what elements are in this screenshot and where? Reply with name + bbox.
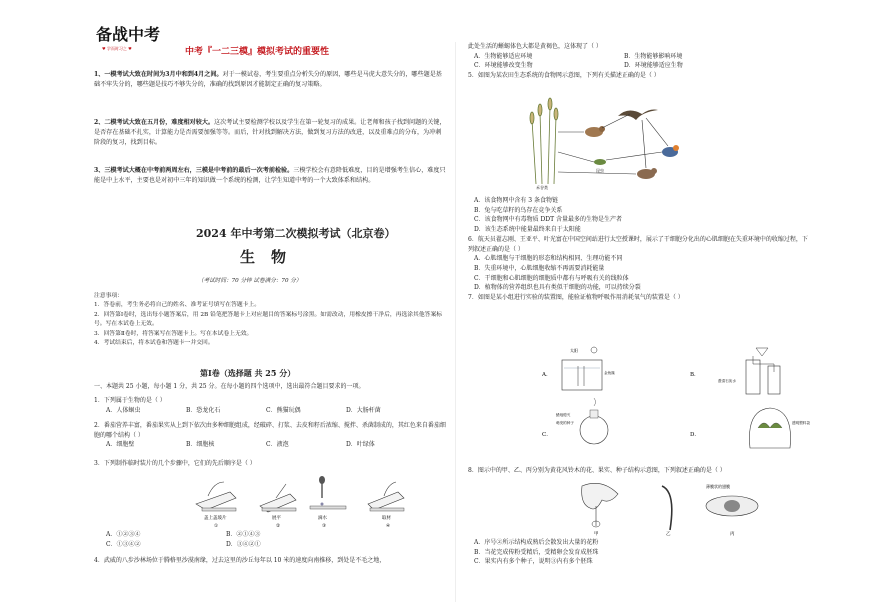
note-item: 2．回答第Ⅰ卷时，选出每小题答案后，用 2B 铅笔把答题卡上对应题目的答案标号涂黑。如需改动，用橡皮擦干净后，再选涂其他答案标号。写在本试卷上无效。 <box>94 311 443 328</box>
apparatus-a <box>562 347 615 390</box>
apparatus-label-b: B． <box>690 372 700 378</box>
option-c: C．果实内有多个种子，说明③内有多个胚珠 <box>474 558 593 566</box>
option-b: B．兔与吃草籽的鸟存在竞争关系 <box>474 206 563 214</box>
step-3-illustration <box>310 476 346 509</box>
promo-p3-lead: 3、三模考试大概在中考前两周左右，三模是中考前的最后一次考前检验。 <box>94 167 294 174</box>
option-b: B．恐龙化石 <box>186 406 221 414</box>
promo-p2-body: 这次考试主要检测学校以及学生在第一轮复习的成果。让老师和孩子找到问题的关键，是否存在基础不扎实，计算能力是否需要加强等等。而后，针对找到解决方法，做到复习方法的改进，以及重难点的分布，为冲刺阶段的复习，找到目标。 <box>94 119 446 146</box>
apparatus-label-c: C． <box>542 432 552 438</box>
option-c: C．该食物网中有毒物质 DDT 含量最多的生物是生产者 <box>474 216 623 224</box>
option-a: A．心肌细胞与干细胞的形态和结构相同、生理功能不同 <box>474 255 623 263</box>
apparatus-c-text: 萌发的种子 <box>556 421 574 425</box>
option-d: D．③④②① <box>226 540 261 548</box>
question-3 <box>94 459 449 469</box>
option-a: A．该食物网中含有 3 条食物链 <box>474 197 558 204</box>
apparatus-d-text: 透明塑料袋 <box>792 421 810 425</box>
left-column <box>88 0 448 615</box>
grain-plants <box>530 98 558 184</box>
promo-p3-body: 三模学校会有意降低难度，目的是增强考生信心，难度只能是中上水平，主要也是对初中三年的知识做一个系统的检测，让学生知道中考的一个大致体系和结构。 <box>94 167 446 184</box>
apparatus-b <box>718 348 780 394</box>
column-divider <box>455 42 456 602</box>
note-item: 4．考试结束后，将本试卷和答题卡一并交回。 <box>94 339 214 346</box>
option-b: B．②①④③ <box>226 531 261 538</box>
question-stem: 6．航天员翟志刚、王亚平、叶光富在中国空间站进行太空授课时，展示了干细胞分化出的心肌细胞在失重环境中的收缩过程，下列叙述正确的是（ ） <box>468 235 808 253</box>
slide-steps-figure <box>188 474 418 530</box>
note-item: 1．答卷前，考生务必将自己的姓名、准考证号填写在答题卡上。 <box>94 302 261 309</box>
notes-heading: 注意事项： <box>94 293 123 299</box>
option-a: A．序号②所示结构成熟后会散发出大量的花粉 <box>474 539 599 546</box>
eagle-icon <box>618 110 658 121</box>
promo-paragraph-3 <box>94 166 446 186</box>
bird-icon <box>585 126 605 137</box>
question-8 <box>468 466 812 476</box>
flower-illustration <box>582 483 618 527</box>
option-c: C．熊猫玩偶 <box>266 406 301 414</box>
apparatus-c <box>556 398 608 444</box>
question-5-options <box>468 196 812 303</box>
experiment-apparatus-figure <box>542 344 812 454</box>
food-web-arrows <box>558 114 668 174</box>
question-1 <box>94 396 449 415</box>
figure-label-yi: 乙 <box>666 532 671 536</box>
question-3-options <box>94 530 449 549</box>
apparatus-label-a: A． <box>542 372 552 378</box>
promo-paragraph-2 <box>94 118 446 148</box>
apparatus-a-text: 金鱼藻 <box>604 371 615 375</box>
question-stem: 5．如图为某农田生态系统的食物网示意图，下列有关描述正确的是（ ） <box>468 72 660 80</box>
question-stem: 3．下列制作临时装片的几个步骤中，它们的先后顺序是（ ） <box>94 460 256 467</box>
option-a: A．生物能够适应环境 <box>474 52 533 60</box>
apparatus-d <box>749 408 810 448</box>
part-1-heading: 第Ⅰ卷（选择题 共 25 分） <box>200 368 296 378</box>
question-2 <box>94 421 449 450</box>
apparatus-b-text: 澄清石灰水 <box>718 379 736 383</box>
flower-fruit-seed-figure <box>562 476 802 536</box>
apparatus-c-text: 蜡烛熄灭 <box>556 413 571 417</box>
option-a: A．①②③④ <box>106 531 141 538</box>
exam-notes <box>94 292 444 348</box>
promo-title: 中考『一二三模』模拟考试的重要性 <box>185 47 330 57</box>
insect-icon <box>594 159 606 165</box>
question-8-options <box>468 538 812 567</box>
option-a: A．人体蛔虫 <box>106 406 141 414</box>
step-2-illustration <box>260 484 296 512</box>
step-number: ④ <box>386 524 391 529</box>
option-d: D．大肠杆菌 <box>346 406 381 414</box>
step-number: ① <box>214 524 219 529</box>
mouse-icon <box>637 168 657 179</box>
svg-text:备战中考: 备战中考 <box>96 25 161 44</box>
promo-p1-lead: 1、一模考试大致在时间为3月中和到4月之间。 <box>94 71 223 78</box>
food-web-figure <box>522 92 692 190</box>
step-label: 滴水 <box>318 516 327 521</box>
sun-label: 太阳 <box>570 348 578 353</box>
step-label: 盖上盖玻片 <box>204 516 227 521</box>
step-1-illustration <box>196 482 236 511</box>
question-4-stem: 4．武威的八步沙林场位于腾格里沙漠南缘，过去这里的沙丘每年以 10 米的速度向南推移，到处是不毛之地， <box>94 557 386 564</box>
option-a: A．细胞壁 <box>106 441 135 449</box>
exam-info: （考试时间：70 分钟 试卷满分：70 分） <box>198 278 302 284</box>
part-1-desc: 一、本题共 25 小题，每小题 1 分，共 25 分。在每小题的四个选项中，选出最符合题目要求的一项。 <box>94 383 365 390</box>
right-column <box>462 0 812 615</box>
food-web-label: 昆虫 <box>596 168 604 173</box>
question-stem: 8．图示中的甲、乙、丙分别为黄花风铃木的花、果实、种子结构示意图，下列叙述正确的是（ ） <box>468 467 726 474</box>
promo-p1-body: 对于一模试卷，考生要重点分析失分的原因，哪些是马虎大意失分的，哪些题是基础不牢失分的，哪些题是技巧不够失分的，准确的找到原因才能制定正确的复习策略。 <box>94 71 442 88</box>
food-web-label: 禾谷类 <box>536 185 548 190</box>
note-item: 3．回答第Ⅱ卷时，将答案写在答题卡上。写在本试卷上无效。 <box>94 330 253 337</box>
figure-label-jia: 甲 <box>594 532 599 536</box>
brand-logo <box>92 20 162 52</box>
seed-wing-label: 薄膜状的翅膜 <box>706 484 730 489</box>
step-4-illustration <box>368 482 404 511</box>
exam-title: 2024 年中考第二次模拟考试（北京卷） <box>196 227 396 240</box>
promo-paragraph-1 <box>94 70 446 90</box>
bird-icon <box>662 145 679 157</box>
step-label: 展平 <box>272 516 281 521</box>
seed-illustration <box>706 496 758 516</box>
option-c: C．环境能够改变生物 <box>474 62 533 70</box>
question-stem: 7．如图是某小组进行实验的装置图，能验证植物呼吸作用消耗氧气的装置是（ ） <box>468 294 684 302</box>
fruit-illustration <box>662 486 672 530</box>
option-b: B．细胞核 <box>186 441 215 449</box>
question-stem: 2．番茄营养丰富，番茄果实从上到下依次由多种细胞组成，经破碎、打浆、去皮和籽后浓缩、搅拌、杀菌制成的，其红色来自番茄细胞的哪个结构（ ） <box>94 422 446 439</box>
option-d: D．植物体的营养组织也具有类似干细胞的功能，可以持续分裂 <box>474 284 641 292</box>
question-4-continued <box>468 42 812 81</box>
option-d: D．叶绿体 <box>346 441 375 449</box>
option-b: B．生物能够影响环境 <box>624 52 683 60</box>
exam-subject: 生物 <box>240 248 303 266</box>
question-stem: 1．下列属于生物的是（ ） <box>94 397 166 404</box>
step-label: 取材 <box>382 516 391 521</box>
apparatus-label-d: D． <box>690 432 700 438</box>
option-b: B．失重环境中，心肌细胞收缩不再需要消耗能量 <box>474 265 605 273</box>
option-c: C．①③④② <box>106 540 141 548</box>
option-c: C．干细胞和心肌细胞的细胞质中都有与呼吸有关的线粒体 <box>474 274 629 282</box>
option-d: D．该生态系统中能量最终来自于太阳能 <box>474 226 581 234</box>
option-d: D．环境能够适应生物 <box>624 62 683 70</box>
svg-text:♥ 学而时习之 ♥: ♥ 学而时习之 ♥ <box>102 46 132 51</box>
promo-p2-lead: 2、二模考试大致在五月份，难度相对较大。 <box>94 119 215 126</box>
question-stem: 此处生活的蜥蜴体色大都是黄褐色，这体现了（ ） <box>468 43 602 50</box>
step-number: ③ <box>322 524 327 529</box>
option-b: B．当花完成传粉受精后，受精卵会发育成胚珠 <box>474 548 599 556</box>
step-number: ② <box>276 524 281 529</box>
figure-label-bing: 丙 <box>730 532 735 536</box>
option-c: C．液泡 <box>266 441 289 449</box>
